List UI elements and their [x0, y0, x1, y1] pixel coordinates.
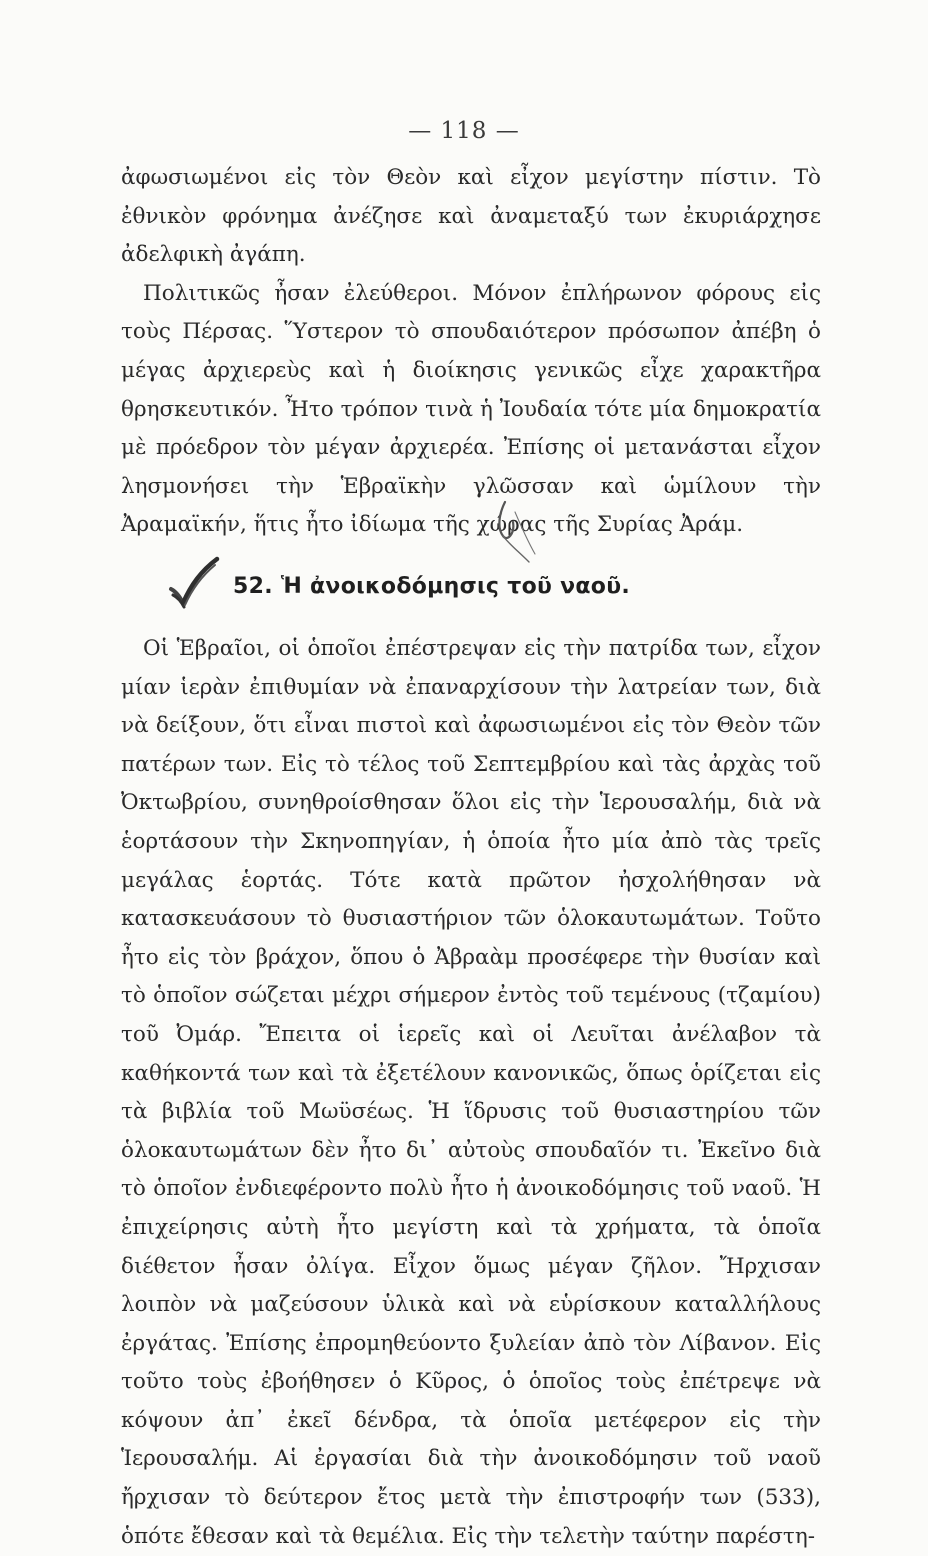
pencil-scribble-icon: [485, 492, 565, 572]
continued-paragraph: ἀφωσιωμένοι εἰς τὸν Θεὸν καὶ εἶχον μεγίστην πίστιν. Τὸ ἐθνικὸν φρόνημα ἀνέζησε καὶ ἀναμεταξύ των ἐκυριάρχησε ἀδελφικὴ ἀγάπη.: [121, 165, 821, 268]
politics-paragraph: Πολιτικῶς ἦσαν ἐλεύθεροι. Μόνον ἐπλήρωνον φόρους εἰς τοὺς Πέρσας. Ὕστερον τὸ σπουδαιότερον πρόσωπον ἀπέβη ὁ μέγας ἀρχιερεὺς καὶ ἡ διοίκησις γενικῶς εἶχε χαρακτῆρα θρησκευτικόν. Ἦτο τρόπον τινὰ ἡ Ἰουδαία τότε μία δημοκρατία μὲ πρόεδρον τὸν μέγαν ἀρχιερέα. Ἐπίσης οἱ μετανάσται εἶχον λησμονήσει τὴν Ἑβραϊκὴν γλῶσσαν καὶ ὡμίλουν τὴν Ἀραμαϊκήν, ἥτις ἦτο ἰδίωμα τῆς χώρας τῆς Συρίας Ἀράμ.: [121, 280, 821, 538]
section-heading: [161, 566, 721, 606]
section-body-paragraph: Οἱ Ἑβραῖοι, οἱ ὁποῖοι ἐπέστρεψαν εἰς τὴν πατρίδα των, εἶχον μίαν ἱερὰν ἐπιθυμίαν νὰ ἐπαναρχίσουν τὴν λατρείαν των, διὰ νὰ δείξουν, ὅτι εἶναι πιστοὶ καὶ ἀφωσιωμένοι εἰς τὸν Θεὸν τῶν πατέρων των. Εἰς τὸ τέλος τοῦ Σεπτεμβρίου καὶ τὰς ἀρχὰς τοῦ Ὀκτωβρίου, συνηθροίσθησαν ὅλοι εἰς τὴν Ἱερουσαλήμ, διὰ νὰ ἑορτάσουν τὴν Σκηνοπηγίαν, ἡ ὁποία ἦτο μία ἀπὸ τὰς τρεῖς μεγάλας ἑορτάς. Τότε κατὰ πρῶτον ἠσχολήθησαν νὰ κατασκευάσουν τὸ θυσιαστήριον τῶν ὁλοκαυτωμάτων. Τοῦτο ἦτο εἰς τὸν βράχον, ὅπου ὁ Ἀβραὰμ προσέφερε τὴν θυσίαν καὶ τὸ ὁποῖον σώζεται μέχρι σήμερον ἐντὸς τοῦ τεμένους (τζαμίου) τοῦ Ὀμάρ. Ἔπειτα οἱ ἱερεῖς καὶ οἱ Λευῖται ἀνέλαβον τὰ καθήκοντά των καὶ τὰ ἐξετέλουν κανονικῶς, ὅπως ὁρίζεται εἰς τὰ βιβλία τοῦ Μωϋσέως. Ἡ ἵδρυσις τοῦ θυσιαστηρίου τῶν ὁλοκαυτωμάτων δὲν ἦτο δι᾽ αὐτοὺς σπουδαῖόν τι. Ἐκεῖνο διὰ τὸ ὁποῖον ἐνδιεφέροντο πολὺ ἦτο ἡ ἀνοικοδόμησις τοῦ ναοῦ. Ἡ ἐπιχείρησις αὐτὴ ἦτο μεγίστη καὶ τὰ χρήματα, τὰ ὁποῖα διέθετον ἦσαν ὀλίγα. Εἶχον ὅμως μέγαν ζῆλον. Ἤρχισαν λοιπὸν νὰ μαζεύσουν ὑλικὰ καὶ νὰ εὑρίσκουν καταλλήλους ἐργάτας. Ἐπίσης ἐπρομηθεύοντο ξυλείαν ἀπὸ τὸν Λίβανον. Εἰς τοῦτο τοὺς ἐβοήθησεν ὁ Κῦρος, ὁ ὁποῖος τοὺς ἐπέτρεψε νὰ κόψουν ἀπ᾽ ἐκεῖ δένδρα, τὰ ὁποῖα μετέφερον εἰς τὴν Ἱερουσαλήμ. Αἱ ἐργασίαι διὰ τὴν ἀνοικοδόμησιν τοῦ ναοῦ ἤρχισαν τὸ δεύτερον ἔτος μετὰ τὴν ἐπιστροφήν των (533), ὁπότε ἔθεσαν καὶ τὰ θεμέλια. Εἰς τὴν τελετὴν ταύτην παρέστη-: [121, 636, 821, 1549]
page-number: — 118 —: [408, 118, 520, 144]
opening-text-block: [121, 159, 821, 545]
checkmark-icon: [161, 555, 231, 611]
section-heading-text: 52. Ἡ ἀνοικοδόμησις τοῦ ναοῦ.: [233, 573, 631, 599]
section-text-block: [121, 630, 821, 1556]
